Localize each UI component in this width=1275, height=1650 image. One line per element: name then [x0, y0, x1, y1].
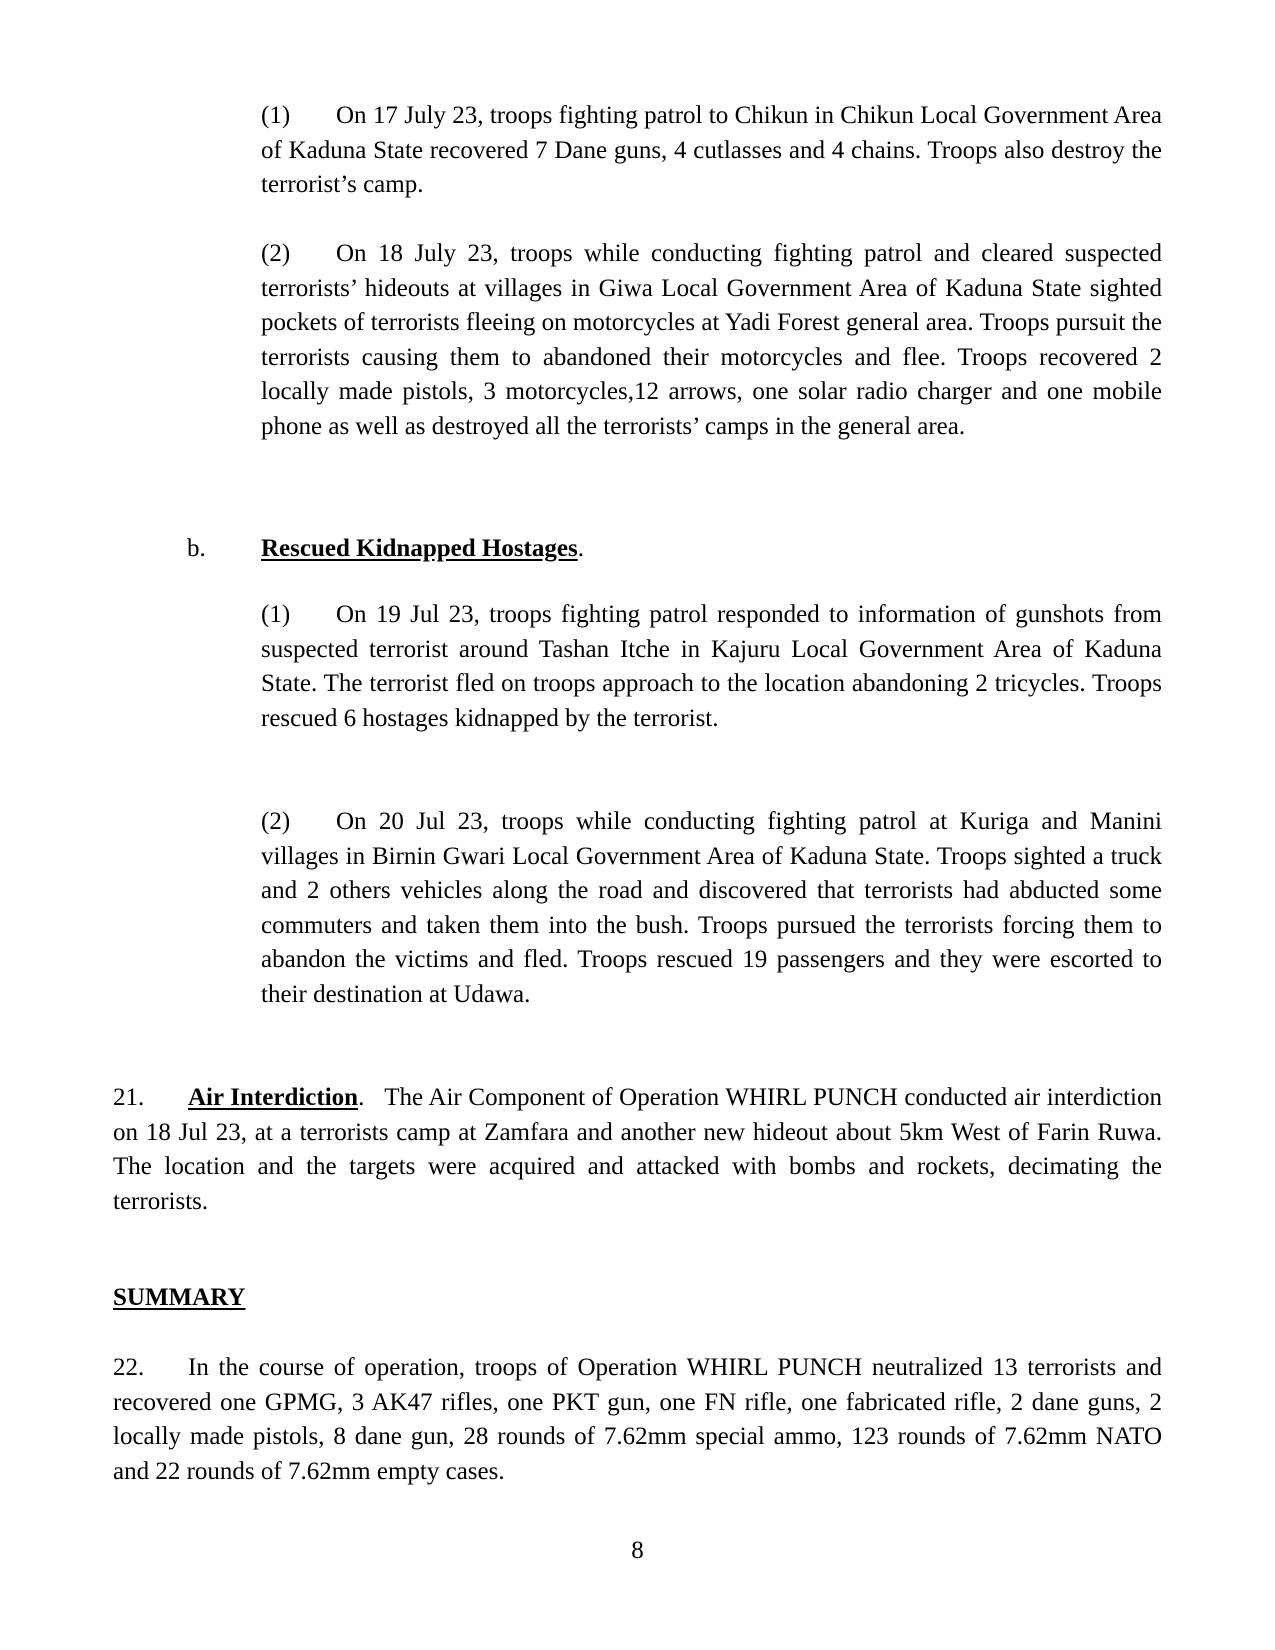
item-text: On 17 July 23, troops fighting patrol to Chikun in Chikun Local Government Area of Kaduna State recovered 7 Dane guns, 4 cutlasses and 4 chains. Troops also destroy the terrorist’s camp.: [261, 102, 1162, 198]
paragraph-b2: [261, 805, 1162, 1012]
paragraph-a2: [261, 237, 1162, 444]
paragraph-a1: [261, 99, 1162, 203]
section-b-heading: [187, 532, 1167, 567]
item-number: (1): [261, 102, 291, 129]
item-text: On 18 July 23, troops while conducting fighting patrol and cleared suspected terrorists’ hideouts at villages in Giwa Local Government Area of Kaduna State sighted pockets of terrorists fleeing on motorcycles at Yadi Forest general area. Troops pursuit the terrorists causing them to abandoned their motorcycles and flee. Troops recovered 2 locally made pistols, 3 motorcycles,12 arrows, one solar radio charger and one mobile phone as well as destroyed all the terrorists’ camps in the general area.: [261, 240, 1162, 440]
section-title-period: .: [577, 535, 584, 562]
item-number: (1): [261, 601, 291, 628]
item-number: (2): [261, 808, 291, 835]
paragraph-text: In the course of operation, troops of Operation WHIRL PUNCH neutralized 13 terrorists and recovered one GPMG, 3 AK47 rifles, one PKT gun, one FN rifle, one fabricated rifle, 2 dane guns, 2 locally made pistols, 8 dane gun, 28 rounds of 7.62mm special ammo, 123 rounds of 7.62mm NATO and 22 rounds of 7.62mm empty cases.: [113, 1354, 1162, 1485]
section-title: Rescued Kidnapped Hostages: [261, 535, 578, 562]
page-number: 8: [631, 1537, 644, 1564]
paragraph-number: 22.: [113, 1354, 145, 1381]
paragraph-heading: Air Interdiction: [188, 1084, 359, 1111]
item-number: (2): [261, 240, 291, 267]
summary-heading: SUMMARY: [113, 1284, 246, 1311]
paragraph-22: [113, 1351, 1162, 1489]
section-letter: b.: [187, 535, 206, 562]
paragraph-heading-period: .: [358, 1084, 365, 1111]
item-text: On 20 Jul 23, troops while conducting fighting patrol at Kuriga and Manini villages in Birnin Gwari Local Government Area of Kaduna State. Troops sighted a truck and 2 others vehicles along the road and discovered that terrorists had abducted some commuters and taken them into the bush. Troops pursued the terrorists forcing them to abandon the victims and fled. Troops rescued 19 passengers and they were escorted to their destination at Udawa.: [261, 808, 1162, 1008]
paragraph-21: [113, 1081, 1162, 1219]
item-text: On 19 Jul 23, troops fighting patrol responded to information of gunshots from suspected terrorist around Tashan Itche in Kajuru Local Government Area of Kaduna State. The terrorist fled on troops approach to the location abandoning 2 tricycles. Troops rescued 6 hostages kidnapped by the terrorist.: [261, 601, 1162, 732]
paragraph-number: 21.: [113, 1084, 145, 1111]
paragraph-b1: [261, 598, 1162, 736]
paragraph-text: The Air Component of Operation WHIRL PUNCH conducted air interdiction on 18 Jul 23, at a terrorists camp at Zamfara and another new hideout about 5km West of Farin Ruwa. The location and the targets were acquired and attacked with bombs and rockets, decimating the terrorists.: [113, 1084, 1163, 1215]
